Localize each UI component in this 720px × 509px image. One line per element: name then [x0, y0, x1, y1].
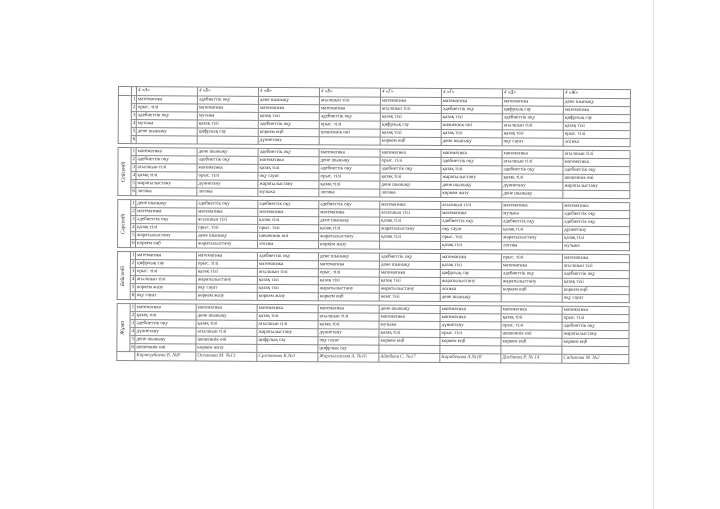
subject-cell: дене шынықу — [441, 181, 502, 189]
subject-cell: математика — [136, 148, 197, 156]
teacher-name: Досбаева Р. № 14 — [501, 354, 562, 363]
subject-cell: цифрлық сау — [440, 269, 501, 277]
day-cell — [118, 200, 131, 248]
subject-cell: ағылшын тілі — [563, 150, 630, 158]
lesson-number: 4 — [132, 224, 135, 230]
teacher-name: Каржаубаева Б. №8 — [135, 352, 196, 361]
subject-cell: дене шынықу — [196, 312, 257, 320]
subject-cell: оқу сауат — [258, 172, 319, 180]
lesson-number: 1 — [132, 200, 135, 206]
day-label: Жұма — [119, 320, 126, 335]
subject-cell: цифрлық сау — [197, 128, 258, 136]
subject-cell: жаратылыстану — [136, 232, 197, 240]
lesson-number: 2 — [131, 312, 135, 318]
subject-cell: қазақ тілі — [196, 268, 257, 276]
lesson-number: 6 — [132, 188, 135, 194]
subject-cell: қазақ тілі — [563, 122, 630, 130]
lesson-number: 1 — [131, 304, 135, 310]
subject-cell: дүниетану — [258, 136, 319, 144]
subject-cell: дүниетану — [318, 329, 379, 337]
subject-cell: қазақ тілі — [441, 241, 502, 249]
lesson-number: 4 — [132, 172, 135, 178]
lesson-number: 5 — [132, 232, 135, 238]
subject-cell: дене шынықу — [197, 148, 258, 156]
subject-cell: әдебиеттік оқу — [562, 322, 629, 330]
subject-cell: қазақ тілі — [502, 174, 563, 182]
subject-cell: орыс. тілі — [440, 329, 501, 337]
subject-cell: қазақ тілі — [380, 129, 441, 137]
subject-cell: ағылшын тілі — [380, 105, 441, 113]
scan-page-edge — [653, 0, 654, 509]
subject-cell: логика — [136, 188, 197, 196]
subject-cell: орыс. тілі — [563, 130, 630, 138]
subject-cell: математика — [502, 98, 563, 106]
subject-cell: қазақ тілі — [318, 277, 379, 285]
lesson-number: 3 — [132, 112, 136, 118]
teachers-row — [117, 351, 629, 363]
subject-cell: әдебиеттік оқу — [319, 201, 380, 209]
subject-cell: дене шынықу — [136, 128, 197, 136]
subject-cell: жаратылыстану — [562, 330, 629, 338]
subject-cell: жаратылыстану — [318, 285, 379, 293]
subject-cell: математика — [258, 208, 319, 216]
subject-cell: логика — [563, 138, 630, 146]
subject-cell: цифрлық сау — [563, 114, 630, 122]
subject-cell: көркем жазу — [441, 189, 502, 197]
subject-cell: орыс. тілі — [258, 224, 319, 232]
lesson-number: 4 — [131, 328, 135, 334]
subject-cell: қазақ тілі — [319, 225, 380, 233]
lesson-number: 6 — [132, 136, 136, 142]
class-header: 4 «Г» — [380, 88, 441, 97]
subject-cell: жаратылыстану — [441, 173, 502, 181]
subject-cell: орыс. тілі — [136, 104, 197, 112]
subject-cell: ағылшын тілі — [562, 262, 629, 270]
subject-cell: орыс. тілі — [197, 224, 258, 232]
subject-cell: математика — [440, 305, 501, 313]
lesson-number: 2 — [132, 104, 136, 110]
subject-cell: оқу сауат — [318, 337, 379, 345]
subject-cell: әдебиеттік оқу — [136, 156, 197, 164]
subject-cell: математика — [258, 104, 319, 112]
subject-cell: оқу сауат — [135, 292, 196, 300]
subject-cell: қазақ тілі — [196, 320, 257, 328]
subject-cell: орыс. тілі — [501, 322, 562, 330]
subject-cell: көркем жазу — [319, 241, 380, 249]
subject-cell: шешеннік өні — [563, 174, 630, 182]
subject-cell: қазақ тілі — [441, 129, 502, 137]
subject-cell: дене шынықу — [197, 232, 258, 240]
subject-cell: музыка — [379, 321, 440, 329]
subject-cell: математика — [318, 305, 379, 313]
subject-cell: әдебиеттік оқу — [319, 113, 380, 121]
subject-cell: әдебиеттік оқу — [502, 114, 563, 122]
day-cell — [117, 251, 130, 299]
lesson-number: 2 — [131, 260, 135, 266]
subject-cell: әдебиеттік оқу — [502, 166, 563, 174]
lesson-number: 2 — [132, 208, 135, 214]
subject-cell: логика — [502, 242, 563, 250]
subject-cell: цифрлық сау — [380, 121, 441, 129]
subject-cell: қазақ тілі — [380, 113, 441, 121]
subject-cell: жаратылыстану — [379, 285, 440, 293]
subject-cell: жаратылыстану — [136, 180, 197, 188]
subject-cell: шешеннік өні — [135, 344, 196, 352]
subject-cell: математика — [501, 262, 562, 270]
subject-cell: дене шынықу — [380, 181, 441, 189]
subject-cell: көркем жазу — [196, 344, 257, 352]
subject-cell: қазақ тілі — [319, 181, 380, 189]
subject-cell: әдебиеттік оқу — [502, 218, 563, 226]
subject-cell: математика — [440, 313, 501, 321]
subject-cell: жаратылыстану — [319, 233, 380, 241]
subject-cell: әдебиеттік оқу — [441, 217, 502, 225]
subject-cell: қазақ тілі — [441, 165, 502, 173]
lesson-number: 2 — [132, 156, 136, 162]
day-cell — [118, 96, 131, 144]
teacher-name: Оспанова М. №13 — [196, 352, 257, 361]
subject-cell: көркем жазу — [257, 292, 318, 300]
subject-cell: жаратылыстану — [196, 276, 257, 284]
lesson-number: 1 — [132, 148, 136, 154]
subject-cell: көркем еңб — [440, 337, 501, 345]
subject-cell: қазақ тілі — [258, 112, 319, 120]
subject-cell: әдебиеттік оқу — [135, 320, 196, 328]
subject-cell: математика — [563, 202, 630, 210]
subject-cell: математика — [196, 304, 257, 312]
subject-cell: цифрлық сау — [135, 260, 196, 268]
day-label: Сәрсенбі — [120, 213, 127, 234]
subject-cell: көркем еңб — [562, 338, 629, 346]
subject-cell: орыс. тілі — [380, 157, 441, 165]
class-header: 4 «Г» — [441, 88, 502, 97]
subject-cell: ағылшын тілі — [136, 164, 197, 172]
lesson-number: 5 — [131, 336, 134, 342]
subject-cell: әдебиеттік оқу — [197, 200, 258, 208]
subject-cell: қазақ тілі — [502, 226, 563, 234]
lesson-number: 6 — [131, 292, 135, 298]
subject-cell: қазақ тілі — [258, 216, 319, 224]
subject-cell: әдебиеттік оқу — [319, 165, 380, 173]
subject-cell: математика — [197, 208, 258, 216]
subject-cell: шешеннік өні — [258, 232, 319, 240]
subject-cell: оқу сауат — [441, 225, 502, 233]
subject-cell: математика — [441, 149, 502, 157]
subject-cell: қазақ тілі — [257, 284, 318, 292]
teacher-name: Айтбаев С. №17 — [379, 353, 440, 362]
teacher-name: Сұлтанова К.№3 — [257, 352, 318, 361]
subject-cell: орыс. тілі — [562, 314, 629, 322]
lesson-number: 4 — [132, 120, 136, 126]
subject-cell: қазақ тілі — [380, 217, 441, 225]
subject-cell: математика — [318, 261, 379, 269]
subject-cell: ағылшын тілі — [319, 97, 380, 105]
subject-cell: жаратылыстану — [501, 278, 562, 286]
class-header: 4 «А» — [136, 87, 197, 96]
subject-cell: орыс. тілі — [319, 173, 380, 181]
subject-cell: дене шынықу — [379, 305, 440, 313]
subject-cell: орыс. тілі — [135, 268, 196, 276]
subject-cell: дене шынықу — [441, 137, 502, 145]
subject-cell: көркем жазу — [135, 284, 196, 292]
day-label: Бейсенбі — [120, 265, 127, 286]
subject-cell: қазақ тілі — [258, 164, 319, 172]
subject-cell: дүниетану — [440, 321, 501, 329]
subject-cell: дене шынықу — [319, 217, 380, 225]
subject-cell: ағылшын тілі — [257, 268, 318, 276]
lesson-number: 3 — [132, 164, 136, 170]
subject-cell: шешеннік өні — [441, 121, 502, 129]
subject-cell: дене шынықу — [440, 293, 501, 301]
subject-cell: математика — [136, 208, 197, 216]
subject-cell: математика — [319, 105, 380, 113]
corner-cell — [118, 87, 131, 96]
subject-cell: қазақ тілі — [136, 224, 197, 232]
subject-cell: математика — [562, 306, 629, 314]
subject-cell: әдебиеттік оқу — [380, 165, 441, 173]
subject-cell: жаратылыстану — [197, 240, 258, 248]
subject-cell: қазақ тілі — [440, 261, 501, 269]
subject-cell: қазақ тілі — [563, 234, 630, 242]
subject-cell: қазақ тілі — [380, 233, 441, 241]
subject-cell: қазақ тілі — [379, 329, 440, 337]
subject-cell: ағылшын тілі — [135, 276, 196, 284]
subject-cell: математика — [258, 156, 319, 164]
subject-cell: математика — [257, 260, 318, 268]
lesson-number: 5 — [131, 284, 135, 290]
subject-cell: әдебиеттік оқу — [563, 166, 630, 174]
teacher-name: Жаргылгасова А. №16 — [318, 353, 379, 362]
subject-cell: жаратылыстану — [380, 225, 441, 233]
subject-cell: жаратылыстану — [502, 234, 563, 242]
subject-cell: цифрлық сау — [257, 336, 318, 344]
subject-cell: дене шынықу — [563, 98, 630, 106]
subject-cell: оқу сауат — [502, 138, 563, 146]
subject-cell: цифрлық сау — [318, 345, 379, 353]
subject-cell: музыка — [136, 120, 197, 128]
subject-cell: математика — [319, 209, 380, 217]
subject-cell: шешеннік өні — [501, 330, 562, 338]
subject-cell: математика — [380, 149, 441, 157]
subject-cell: оқу сауат — [196, 284, 257, 292]
subject-cell: дүниетану — [197, 180, 258, 188]
subject-cell: дүниетану — [135, 328, 196, 336]
subject-cell: ағылшын тілі — [257, 320, 318, 328]
lesson-number: 3 — [132, 216, 135, 222]
lesson-number: 3 — [131, 268, 135, 274]
subject-cell: математика — [441, 97, 502, 105]
subject-cell: қазақ тілі — [562, 278, 629, 286]
subject-cell: қазақ тілі — [501, 314, 562, 322]
class-header: 4 «Б» — [197, 87, 258, 96]
subject-cell: математика — [379, 313, 440, 321]
subject-cell: оқу сауат — [562, 294, 629, 302]
subject-cell: математика — [197, 104, 258, 112]
lesson-number: 3 — [131, 320, 135, 326]
subject-cell: көркем жазу — [196, 292, 257, 300]
subject-cell: музыка — [258, 188, 319, 196]
subject-cell: көркем еңб — [380, 137, 441, 145]
subject-cell: математика — [502, 202, 563, 210]
subject-cell: математика — [502, 150, 563, 158]
subject-cell: қазақ тілі — [257, 312, 318, 320]
subject-cell: қазақ тілі — [318, 321, 379, 329]
subject-cell: дене шынықу — [502, 190, 563, 198]
subject-cell: қазақ тілі — [136, 172, 197, 180]
class-header: 4 «Д» — [502, 89, 563, 98]
lesson-number: 5 — [132, 180, 135, 186]
lesson-number: 5 — [132, 128, 136, 134]
subject-cell: ағылшын тілі — [502, 122, 563, 130]
lesson-number: 1 — [131, 252, 135, 258]
subject-cell: ағылшын тілі — [318, 313, 379, 321]
subject-cell: әдебиеттік оқу — [258, 120, 319, 128]
teacher-name: Карабекова А.№18 — [440, 353, 501, 362]
subject-cell: математика — [379, 269, 440, 277]
subject-cell: қазақ тілі — [441, 113, 502, 121]
subject-cell: әдебиеттік оқу — [258, 200, 319, 208]
subject-cell: дене шынықу — [136, 200, 197, 208]
subject-cell: орыс. тілі — [318, 269, 379, 277]
subject-cell: жаратылыстану — [258, 180, 319, 188]
day-cell — [118, 148, 131, 196]
lesson-number: 4 — [131, 276, 135, 282]
subject-cell: математика — [319, 149, 380, 157]
subject-cell: орыс. тілі — [441, 233, 502, 241]
class-header: 4 «Ж» — [563, 89, 630, 98]
subject-cell: логика — [319, 189, 380, 197]
subject-cell: математика — [440, 253, 501, 261]
subject-cell: логика — [440, 285, 501, 293]
subject-cell: көркем еңб — [501, 286, 562, 294]
subject-cell: математика — [441, 209, 502, 217]
day-label: Сейсенбі — [120, 161, 127, 182]
subject-cell: қазақ тілі — [257, 276, 318, 284]
subject-cell: қазақ тілі — [197, 120, 258, 128]
teacher-name: Садыкова М. №2 — [562, 354, 629, 363]
subject-cell: көркем еңб — [562, 286, 629, 294]
subject-cell: математика — [135, 252, 196, 260]
subject-cell: жаратылыстану — [257, 328, 318, 336]
subject-cell: көркем еңб — [136, 240, 197, 248]
subject-cell: ағылшын тілі — [502, 158, 563, 166]
lesson-number: 6 — [131, 344, 134, 350]
lesson-number: 1 — [132, 96, 136, 102]
subject-cell: дене шынықу — [318, 253, 379, 261]
class-header: 4 «Б» — [319, 88, 380, 97]
subject-cell: музыка — [197, 112, 258, 120]
subject-cell: әдебиеттік оқу — [563, 210, 630, 218]
subject-cell: көркем еңб — [318, 293, 379, 301]
subject-cell: музыка — [502, 210, 563, 218]
subject-cell: әдебиеттік оқу — [501, 270, 562, 278]
subject-cell: әдебиеттік оқу — [379, 253, 440, 261]
subject-cell: дене шынықу — [379, 261, 440, 269]
timetable-sheet — [116, 86, 631, 361]
subject-cell: математика — [562, 254, 629, 262]
subject-cell: дене шынықу — [319, 157, 380, 165]
subject-cell: қазақ тілі — [380, 173, 441, 181]
subject-cell: қазақ тілі — [135, 312, 196, 320]
subject-cell: логика — [258, 240, 319, 248]
subject-cell: орыс. тілі — [319, 121, 380, 129]
subject-cell: орыс. тілі — [196, 260, 257, 268]
subject-cell: ағылшын тілі — [380, 209, 441, 217]
subject-cell: әдебиеттік оқу — [562, 270, 629, 278]
subject-cell: музыка — [563, 242, 630, 250]
subject-cell: математика — [380, 201, 441, 209]
subject-cell: орыс. тілі — [197, 172, 258, 180]
subject-cell: немс тілі — [379, 293, 440, 301]
subject-cell: қазақ тілі — [379, 277, 440, 285]
subject-cell: дене шынықу — [258, 96, 319, 104]
subject-cell: шешеннік өні — [319, 129, 380, 137]
subject-cell: әдебиеттік оқу — [197, 96, 258, 104]
subject-cell: әдебиеттік оқу — [197, 156, 258, 164]
subject-cell: жаратылыстану — [440, 277, 501, 285]
subject-cell: математика — [257, 304, 318, 312]
subject-cell: цифрлық сау — [502, 106, 563, 114]
lesson-timetable — [116, 86, 631, 364]
subject-cell: ағылшын тілі — [196, 328, 257, 336]
subject-cell: көркем еңб — [258, 128, 319, 136]
subject-cell: математика — [501, 306, 562, 314]
subject-cell: шешеннік өні — [196, 336, 257, 344]
teachers-label-cell — [117, 351, 135, 360]
subject-cell: әдебиеттік оқу — [257, 252, 318, 260]
subject-cell: математика — [196, 252, 257, 260]
subject-cell: дене шынықу — [135, 336, 196, 344]
subject-cell: математика — [563, 106, 630, 114]
subject-cell: математика — [136, 96, 197, 104]
subject-cell: орыс. тілі — [501, 254, 562, 262]
day-cell — [117, 303, 130, 351]
subject-cell: әдебиеттік оқу — [258, 148, 319, 156]
timetable-body — [117, 96, 631, 355]
subject-cell: логика — [380, 189, 441, 197]
subject-cell: дүниетану — [563, 226, 630, 234]
subject-cell: дүниетану — [502, 182, 563, 190]
subject-cell: математика — [563, 158, 630, 166]
subject-cell: қазақ тілі — [502, 130, 563, 138]
subject-cell: көркем еңб — [501, 338, 562, 346]
subject-cell: математика — [197, 164, 258, 172]
subject-cell: әдебиеттік оқу — [563, 218, 630, 226]
subject-cell: көркем еңб — [379, 337, 440, 345]
subject-cell: жаратылыстану — [563, 182, 630, 190]
subject-cell: әдебиеттік оқу — [441, 157, 502, 165]
subject-cell: әдебиеттік оқу — [136, 216, 197, 224]
subject-cell: әдебиеттік оқу — [441, 105, 502, 113]
lesson-number: 6 — [132, 240, 135, 246]
subject-cell: логика — [197, 188, 258, 196]
subject-cell: ағылшын тілі — [441, 201, 502, 209]
subject-cell: математика — [135, 304, 196, 312]
class-header: 4 «В» — [258, 87, 319, 96]
subject-cell: математика — [380, 97, 441, 105]
subject-cell: ағылшын тілі — [197, 216, 258, 224]
subject-cell: әдебиеттік оқу — [136, 112, 197, 120]
